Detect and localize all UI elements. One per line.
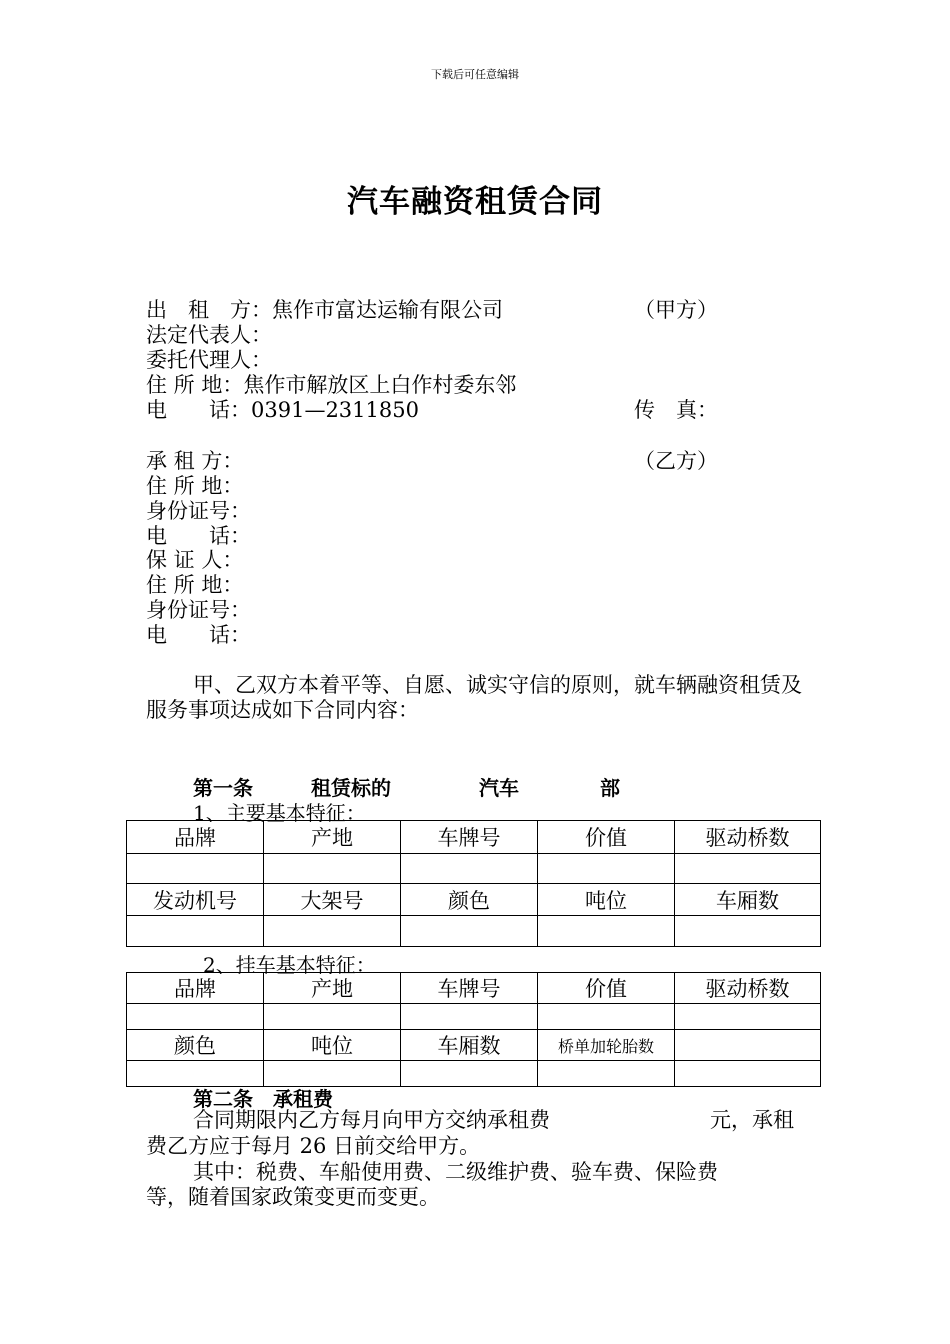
table-cell: 发动机号: [127, 884, 264, 916]
lessee-id: 身份证号：: [146, 499, 251, 523]
main-specs-heading: 1、主要基本特征：: [193, 801, 366, 825]
table-cell: [675, 854, 821, 884]
table-cell: [538, 916, 675, 947]
table-cell: [127, 916, 264, 947]
header-note: 下载后可任意编辑: [431, 68, 519, 81]
article1-unit: 部: [600, 776, 620, 800]
table-cell: [264, 916, 401, 947]
table-cell: [675, 916, 821, 947]
table-cell: 吨位: [264, 1030, 401, 1061]
article2-p2-line1: 其中：税费、车船使用费、二级维护费、验车费、保险费: [193, 1160, 718, 1184]
table-cell: [538, 1061, 675, 1087]
table-cell: 颜色: [401, 884, 538, 916]
trailer-specs-header-row: [127, 973, 821, 1004]
table-cell: [127, 1004, 264, 1030]
table-cell: [538, 1004, 675, 1030]
trailer-specs-table: [126, 972, 821, 1087]
table-cell: [675, 1004, 821, 1030]
table-cell: 车厢数: [675, 884, 821, 916]
article2-p1-line1: 合同期限内乙方每月向甲方交纳承租费: [193, 1108, 550, 1132]
main-specs-header-row-2: [127, 884, 821, 916]
lessee-address: 住 所 地：: [146, 474, 244, 498]
table-cell: 车牌号: [401, 973, 538, 1004]
table-cell: [401, 854, 538, 884]
trailer-specs-header-row-2: [127, 1030, 821, 1061]
table-cell: [401, 916, 538, 947]
table-cell: [675, 1030, 821, 1061]
table-cell: 产地: [264, 973, 401, 1004]
table-cell: [127, 854, 264, 884]
table-cell: 桥单加轮胎数: [538, 1030, 675, 1061]
article2-p2-line2: 等，随着国家政策变更而变更。: [146, 1185, 440, 1209]
guarantor-phone: 电 话：: [146, 623, 251, 647]
lessee-party-label: （乙方）: [634, 449, 718, 473]
guarantor-name: 保 证 人：: [146, 548, 244, 572]
article2-p1-line2: 费乙方应于每月 26 日前交给甲方。: [146, 1134, 481, 1158]
main-specs-blank-row: [127, 854, 821, 884]
table-cell: [675, 1061, 821, 1087]
lessor-phone: 电 话：0391—2311850: [146, 398, 419, 422]
lessee-name: 承 租 方：: [146, 449, 244, 473]
main-specs-blank-row-2: [127, 916, 821, 947]
table-cell: 车厢数: [401, 1030, 538, 1061]
table-cell: 驱动桥数: [675, 973, 821, 1004]
table-cell: 车牌号: [401, 821, 538, 854]
lessor-party-label: （甲方）: [634, 298, 718, 322]
table-cell: [401, 1004, 538, 1030]
table-cell: [538, 854, 675, 884]
table-cell: 驱动桥数: [675, 821, 821, 854]
trailer-specs-blank-row: [127, 1004, 821, 1030]
article2-p1-line1-end: 元，承租: [710, 1108, 794, 1132]
table-cell: 品牌: [127, 821, 264, 854]
article1-car: 汽车: [479, 776, 519, 800]
guarantor-id: 身份证号：: [146, 598, 251, 622]
article1-name: 租赁标的: [311, 776, 391, 800]
table-cell: 产地: [264, 821, 401, 854]
table-cell: 大架号: [264, 884, 401, 916]
table-cell: 价值: [538, 821, 675, 854]
guarantor-address: 住 所 地：: [146, 573, 244, 597]
lessor-legal-rep: 法定代表人：: [146, 323, 272, 347]
article2-title: 第二条 承租费: [193, 1087, 333, 1111]
trailer-specs-heading: 2、挂车基本特征：: [203, 953, 376, 977]
intro-paragraph: 甲、乙双方本着平等、自愿、诚实守信的原则，就车辆融资租赁及服务事项达成如下合同内容：: [146, 673, 802, 722]
lessor-name: 出 租 方：焦作市富达运输有限公司: [146, 298, 503, 322]
lessor-agent: 委托代理人：: [146, 348, 272, 372]
table-cell: 价值: [538, 973, 675, 1004]
main-specs-header-row: [127, 821, 821, 854]
table-cell: 吨位: [538, 884, 675, 916]
page-title: 汽车融资租赁合同: [347, 184, 603, 220]
main-specs-table: [126, 820, 821, 947]
article1-label: 第一条: [193, 776, 253, 800]
table-cell: [401, 1061, 538, 1087]
table-cell: [264, 1004, 401, 1030]
table-cell: 颜色: [127, 1030, 264, 1061]
lessee-phone: 电 话：: [146, 524, 251, 548]
lessor-fax: 传 真：: [634, 398, 718, 422]
lessor-address: 住 所 地：焦作市解放区上白作村委东邻: [146, 373, 517, 397]
table-cell: [264, 854, 401, 884]
table-cell: 品牌: [127, 973, 264, 1004]
